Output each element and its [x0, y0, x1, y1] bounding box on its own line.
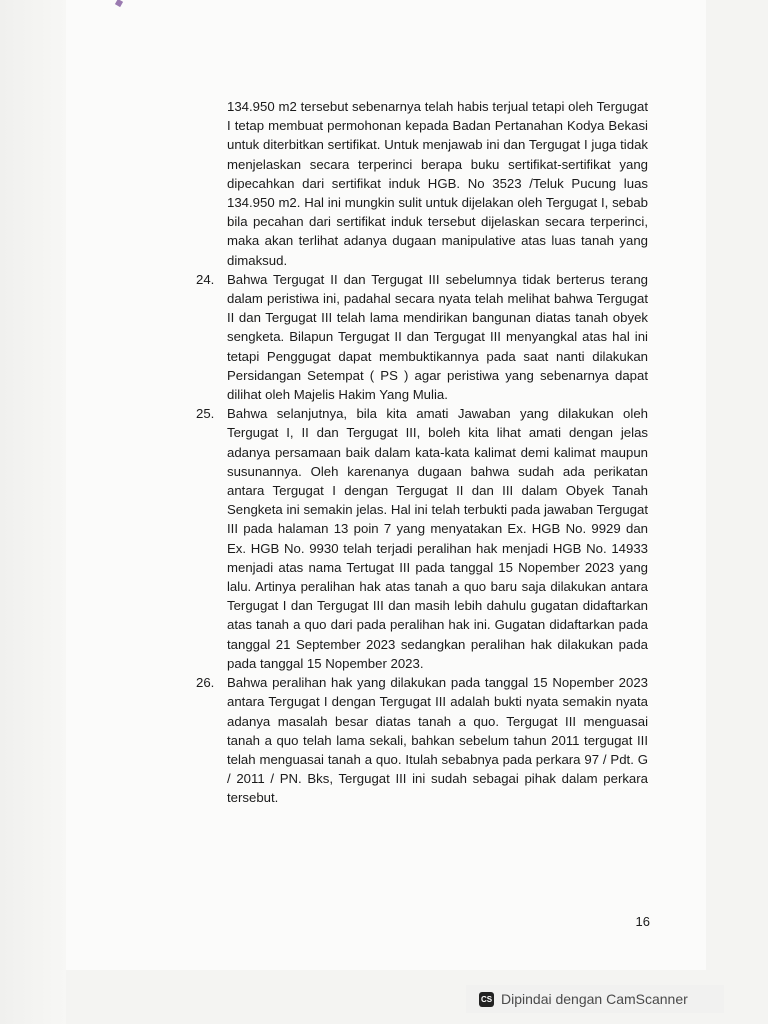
- page-number: 16: [635, 914, 650, 929]
- camscanner-logo-icon: CS: [479, 992, 494, 1007]
- watermark-label: Dipindai dengan CamScanner: [501, 991, 688, 1007]
- list-item-25: [196, 404, 648, 673]
- item-number: 26.: [196, 675, 215, 691]
- list-item-26: [196, 673, 648, 807]
- document-body: [196, 97, 648, 808]
- intro-paragraph: 134.950 m2 tersebut sebenarnya telah habis terjual tetapi oleh Tergugat I tetap membuat permohonan kepada Badan Pertanahan Kodya Bekasi untuk diterbitkan sertifikat. Untuk menjawab ini dan Tergugat I juga tidak menjelaskan secara terperinci berapa buku sertifikat-sertifikat yang dipecahkan dari sertifikat induk HGB. No 3523 /Teluk Pucung luas 134.950 m2. Hal ini mungkin sulit untuk dijelakan oleh Tergugat I, sebab bila pecahan dari sertifikat induk tersebut dijelaskan secara terperinci, maka akan terlihat adanya dugaan manipulative atas luas tanah yang dimaksud.: [227, 99, 648, 268]
- item-number: 25.: [196, 406, 215, 422]
- item-text: Bahwa Tergugat II dan Tergugat III sebelumnya tidak berterus terang dalam peristiwa ini, padahal secara nyata telah melihat bahwa Tergugat II dan Tergugat III telah lama mendirikan bangunan diatas tanah obyek sengketa. Bilapun Tergugat II dan Tergugat III menyangkal atas hal ini tetapi Penggugat dapat membuktikannya pada saat nanti dilakukan Persidangan Setempat ( PS ) agar peristiwa yang sebenarnya dapat dilihat oleh Majelis Hakim Yang Mulia.: [227, 271, 648, 403]
- item-text: Bahwa peralihan hak yang dilakukan pada tanggal 15 Nopember 2023 antara Tergugat I dengan Tergugat III adalah bukti nyata semakin nyata adanya masalah besar diatas tanah a quo. Tergugat III menguasai tanah a quo telah lama sekali, bahkan sebelum tahun 2011 tergugat III telah menguasai tanah a quo. Itulah sebabnya pada perkara 97 / Pdt. G / 2011 / PN. Bks, Tergugat III ini sudah sebagai pihak dalam perkara tersebut.: [227, 675, 648, 806]
- scanner-watermark: [466, 985, 724, 1013]
- list-item-24: [196, 270, 648, 404]
- item-text: Bahwa selanjutnya, bila kita amati Jawaban yang dilakukan oleh Tergugat I, II dan Tergugat III, boleh kita lihat amati dengan jelas adanya persamaan baik dalam kata-kata kalimat demi kalimat maupun susunannya. Oleh karenanya dugaan bahwa sudah ada perikatan antara Tergugat I dengan Tergugat II dan III dalam Obyek Tanah Sengketa ini semakin jelas. Hal ini telah terbukti pada jawaban Tergugat III pada halaman 13 poin 7 yang menyatakan Ex. HGB No. 9929 dan Ex. HGB No. 9930 telah terjadi peralihan hak menjadi HGB No. 14933 menjadi atas nama Tertugat III pada tanggal 15 Nopember 2023 yang lalu. Artinya peralihan hak atas tanah a quo baru saja dilakukan antara Tergugat I dan Tergugat III dan masih lebih dahulu gugatan didaftarkan atas tanah a quo dari pada peralihan hak ini. Gugatan didaftarkan pada tanggal 21 September 2023 sedangkan peralihan hak dilakukan pada pada tanggal 15 Nopember 2023.: [227, 406, 648, 671]
- item-number: 24.: [196, 271, 215, 287]
- page-edge: [0, 0, 66, 1024]
